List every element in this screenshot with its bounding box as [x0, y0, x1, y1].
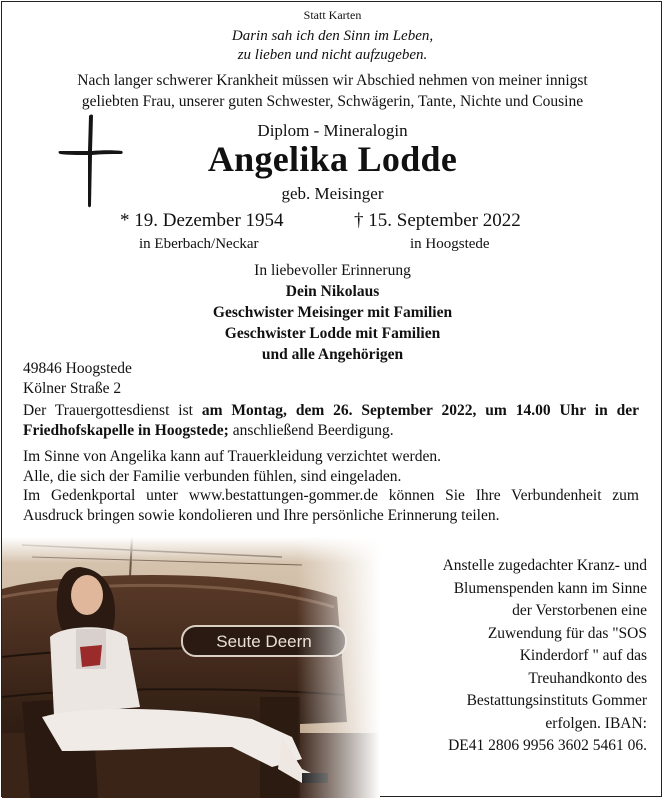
statt-karten-label: Statt Karten	[303, 8, 362, 22]
death-place: in Hoogstede	[410, 236, 490, 252]
service-info	[23, 401, 639, 440]
mourner-line: Geschwister Meisinger mit Familien	[212, 304, 453, 321]
family-address	[23, 359, 639, 398]
intro-line: Nach langer schwerer Krankheit müssen wir Abschied nehmen von meiner innigst	[77, 72, 588, 89]
quote-line: zu lieben und nicht aufzugeben.	[237, 47, 428, 63]
deceased-name: Angelika Lodde	[207, 139, 458, 179]
donation-line: Kinderdorf " auf das	[519, 647, 647, 664]
service-post: anschließend Beerdigung.	[228, 421, 394, 439]
address-line: Kölner Straße 2	[23, 379, 122, 397]
donation-line: Blumenspenden kann im Sinne	[453, 579, 647, 597]
mourning-notes	[23, 447, 639, 525]
memorial-quote	[0, 27, 665, 65]
mourner-line: Geschwister Lodde mit Familien	[224, 325, 441, 342]
mourner-line: Dein Nikolaus	[285, 283, 380, 300]
intro-text	[0, 70, 665, 112]
address-line: 49846 Hoogstede	[23, 360, 132, 377]
service-date-location: am Montag, dem 26. September 2022, um 14.00 Uhr in der Friedhofskapelle in Hoogstede;	[23, 402, 639, 439]
donation-line: Anstelle zugedachter Kranz- und	[442, 557, 647, 574]
mourner-line: und alle Angehörigen	[261, 346, 404, 363]
donation-line: Treuhandkonto des	[528, 669, 647, 687]
death-date: † 15. September 2022	[354, 210, 521, 231]
note-line: Im Gedenkportal unter www.bestattungen-gommer.de können Sie Ihre Verbundenheit zum Ausdruck bringen sowie kondolieren und Ihre persönliche Erinnerung teilen.	[23, 487, 639, 524]
donation-line: der Verstorbenen eine	[512, 602, 647, 619]
birth-name: geb. Meisinger	[281, 184, 384, 203]
birth-date: * 19. Dezember 1954	[120, 210, 284, 231]
donation-line: Bestattungsinstituts Gommer	[466, 692, 647, 709]
birth-place: in Eberbach/Neckar	[139, 236, 259, 252]
quote-line: Darin sah ich den Sinn im Leben,	[231, 28, 434, 44]
donation-note	[395, 555, 647, 758]
note-line: Im Sinne von Angelika kann auf Trauerkleidung verzichtet werden.	[23, 448, 441, 465]
portrait-photo	[2, 537, 380, 798]
academic-title: Diplom - Mineralogin	[257, 121, 408, 140]
donation-iban: DE41 2806 9956 3602 5461 06.	[448, 737, 647, 754]
donation-line: Zuwendung für das "SOS	[487, 624, 647, 642]
intro-line: geliebten Frau, unserer guten Schwester, Schwägerin, Tante, Nichte und Cousine	[81, 93, 584, 110]
note-line: Alle, die sich der Familie verbunden fühlen, sind eingeladen.	[23, 467, 402, 485]
donation-line: erfolgen. IBAN:	[545, 714, 647, 732]
service-pre: Der Trauergottesdienst ist	[23, 402, 202, 419]
mourners-intro: In liebevoller Erinnerung	[254, 262, 411, 279]
